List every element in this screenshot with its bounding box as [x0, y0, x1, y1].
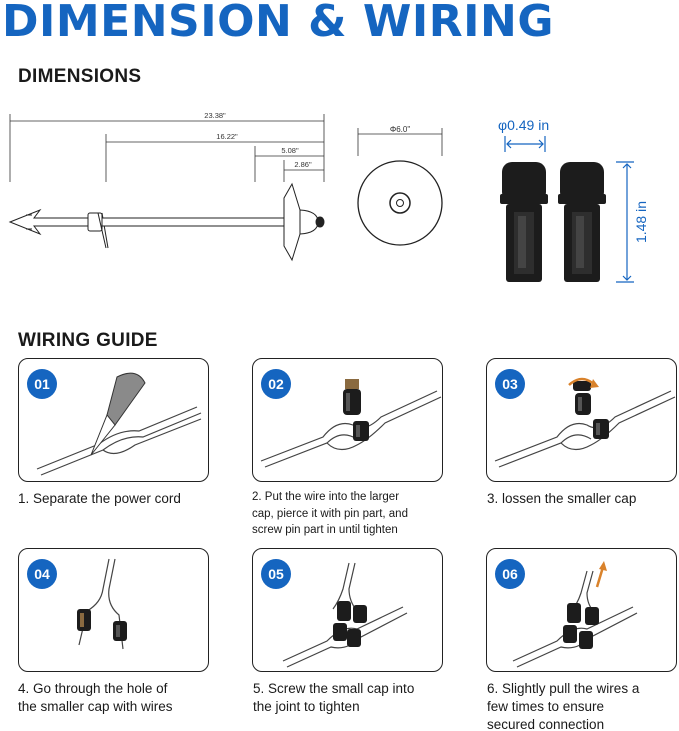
- dim-total-label: 23.38": [204, 111, 226, 120]
- small-cap: [593, 419, 609, 439]
- step-1-caption: [18, 490, 181, 508]
- step-2-caption-line: 2. Put the wire into the larger: [252, 491, 400, 503]
- step-2-caption: [252, 489, 408, 539]
- step-6-caption-line: 6. Slightly pull the wires a: [487, 681, 640, 696]
- large-cap: [343, 379, 361, 415]
- small-cap: [353, 421, 369, 441]
- wiring-step-5-panel: [252, 548, 443, 672]
- step-2-caption-line: cap, pierce it with pin part, and: [252, 507, 408, 520]
- step-4-caption-line: the smaller cap with wires: [18, 699, 173, 714]
- step-1-number-badge: 01: [27, 369, 57, 399]
- knife-blade: [91, 415, 115, 455]
- cap-on-wire-right: [113, 621, 127, 641]
- wiring-step-1-panel: [18, 358, 209, 482]
- step-6-caption-line: secured connection: [487, 717, 605, 731]
- cap-on-wire-left: [77, 609, 91, 631]
- page-title: DIMENSION & WIRING: [2, 0, 554, 47]
- step-3-caption: [487, 490, 636, 508]
- connector-right: [558, 162, 606, 282]
- step-5-caption: [253, 680, 414, 716]
- dim-mid-label: 16.22": [216, 132, 238, 141]
- step-4-caption-line: 4. Go through the hole of: [18, 681, 168, 696]
- wiring-guide-heading: WIRING GUIDE: [18, 330, 158, 351]
- disc-diameter-label: Φ6.0": [389, 125, 411, 134]
- step-2-number-badge: 02: [261, 369, 291, 399]
- wiring-step-2-panel: [252, 358, 443, 482]
- step-3-caption-line: 3. lossen the smaller cap: [487, 491, 637, 506]
- step-3-number-badge: 03: [495, 369, 525, 399]
- step-1-caption-line: 1. Separate the power cord: [18, 491, 181, 506]
- step-4-caption: [18, 680, 173, 716]
- step-6-caption: [487, 680, 639, 731]
- dimensions-heading: DIMENSIONS: [18, 66, 142, 87]
- step-6-number-badge: 06: [495, 559, 525, 589]
- wiring-step-4-panel: [18, 548, 209, 672]
- pull-arrow-icon: [597, 567, 603, 587]
- connector-left: [500, 162, 548, 282]
- dim-head-label: 5.08": [281, 146, 299, 155]
- step-5-caption-line: 5. Screw the small cap into: [253, 681, 415, 696]
- connector-height-label: 1.48 in: [633, 200, 649, 244]
- connected-caps: [333, 601, 367, 647]
- wiring-step-3-panel: [486, 358, 677, 482]
- step-5-caption-line: the joint to tighten: [253, 699, 360, 714]
- step-2-caption-line: screw pin part in until tighten: [252, 524, 398, 536]
- dim-lamp-label: 2.86": [294, 160, 312, 169]
- connector-dimension-diagram: [488, 112, 663, 292]
- step-5-number-badge: 05: [261, 559, 291, 589]
- connector-diameter-label: φ0.49 in: [498, 117, 550, 133]
- stake-light-diagram: [0, 100, 345, 270]
- step-6-caption-line: few times to ensure: [487, 699, 605, 714]
- disc-top-view-diagram: [350, 120, 450, 250]
- large-cap: [573, 381, 591, 415]
- knife-handle: [107, 373, 145, 425]
- wiring-step-6-panel: [486, 548, 677, 672]
- step-4-number-badge: 04: [27, 559, 57, 589]
